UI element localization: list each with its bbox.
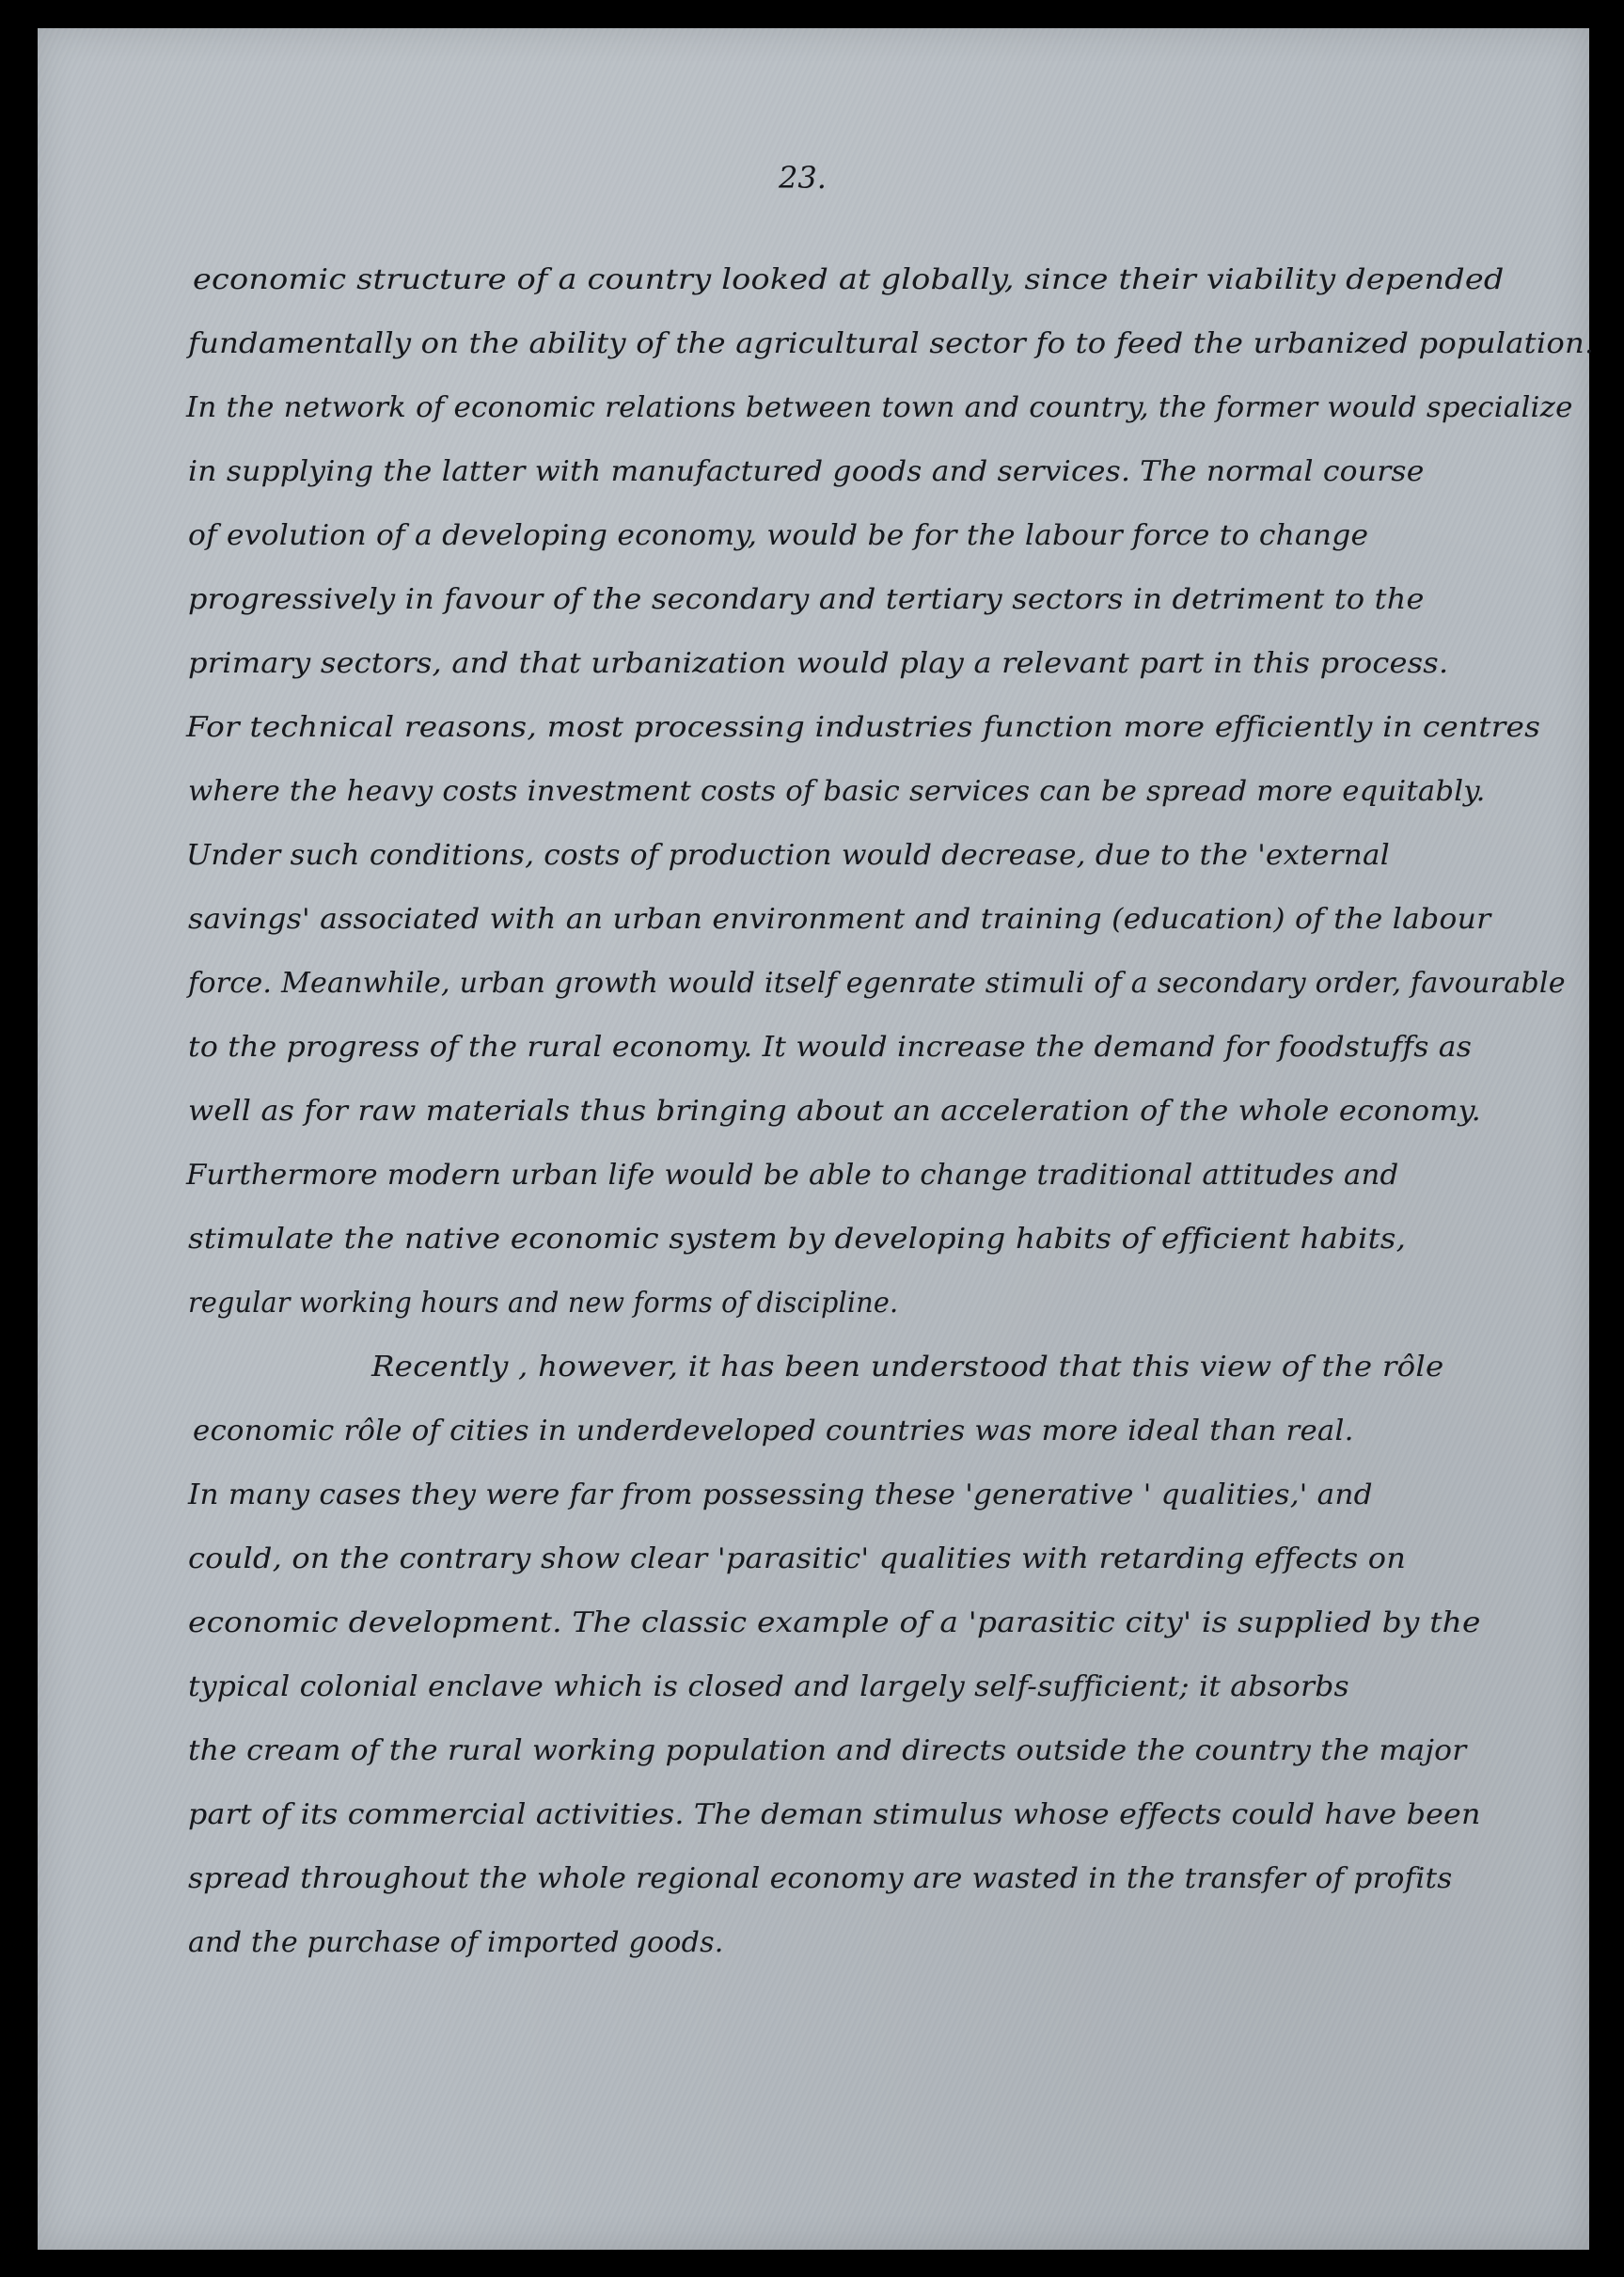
text-line: to the progress of the rural economy. It would increase the demand for foodstuffs as [188, 1031, 1473, 1064]
text-line: economic development. The classic example of a 'parasitic city' is supplied by the [188, 1606, 1481, 1639]
text-line: primary sectors, and that urbanization would play a relevant part in this process. [188, 647, 1449, 680]
body-text [38, 28, 1595, 2250]
text-line: typical colonial enclave which is closed and largely self-sufficient; it absorbs [188, 1670, 1349, 1703]
text-line: For technical reasons, most processing industries function more efficiently in centres [186, 711, 1541, 744]
text-line: economic structure of a country looked at globally, since their viability depended [193, 263, 1505, 296]
text-line: could, on the contrary show clear 'parasitic' qualities with retarding effects on [188, 1542, 1407, 1575]
text-line: spread throughout the whole regional economy are wasted in the transfer of profits [188, 1862, 1453, 1895]
text-line: and the purchase of imported goods. [188, 1926, 724, 1959]
text-line: well as for raw materials thus bringing about an acceleration of the whole economy. [188, 1095, 1481, 1128]
text-line: the cream of the rural working population and directs outside the country the major [188, 1734, 1467, 1767]
text-line: stimulate the native economic system by developing habits of efficient habits, [188, 1223, 1407, 1256]
text-line: force. Meanwhile, urban growth would itself egenrate stimuli of a secondary order, favourable [188, 967, 1566, 1000]
text-line: of evolution of a developing economy, would be for the labour force to change [188, 519, 1369, 552]
text-line: In the network of economic relations between town and country, the former would specialize [186, 391, 1573, 424]
text-line: Recently , however, it has been understood that this view of the rôle [371, 1351, 1444, 1384]
page-number: 23. [779, 160, 827, 196]
text-line: Furthermore modern urban life would be able to change traditional attitudes and [186, 1159, 1399, 1192]
text-line: part of its commercial activities. The deman stimulus whose effects could have been [188, 1798, 1481, 1831]
text-line: progressively in favour of the secondary and tertiary sectors in detriment to the [188, 583, 1425, 616]
text-line: In many cases they were far from possessing these 'generative ' qualities,' and [188, 1478, 1373, 1511]
text-line: in supplying the latter with manufactured goods and services. The normal course [188, 455, 1425, 488]
text-line: Under such conditions, costs of production would decrease, due to the 'external [186, 839, 1390, 872]
typed-page [38, 28, 1595, 2250]
text-line: fundamentally on the ability of the agricultural sector fo to feed the urbanized population. [188, 327, 1595, 360]
text-line: where the heavy costs investment costs of basic services can be spread more equitably. [188, 775, 1486, 808]
text-line: economic rôle of cities in underdeveloped countries was more ideal than real. [193, 1415, 1354, 1447]
text-line: savings' associated with an urban environment and training (education) of the labour [188, 903, 1491, 936]
text-line: regular working hours and new forms of discipline. [188, 1287, 899, 1320]
